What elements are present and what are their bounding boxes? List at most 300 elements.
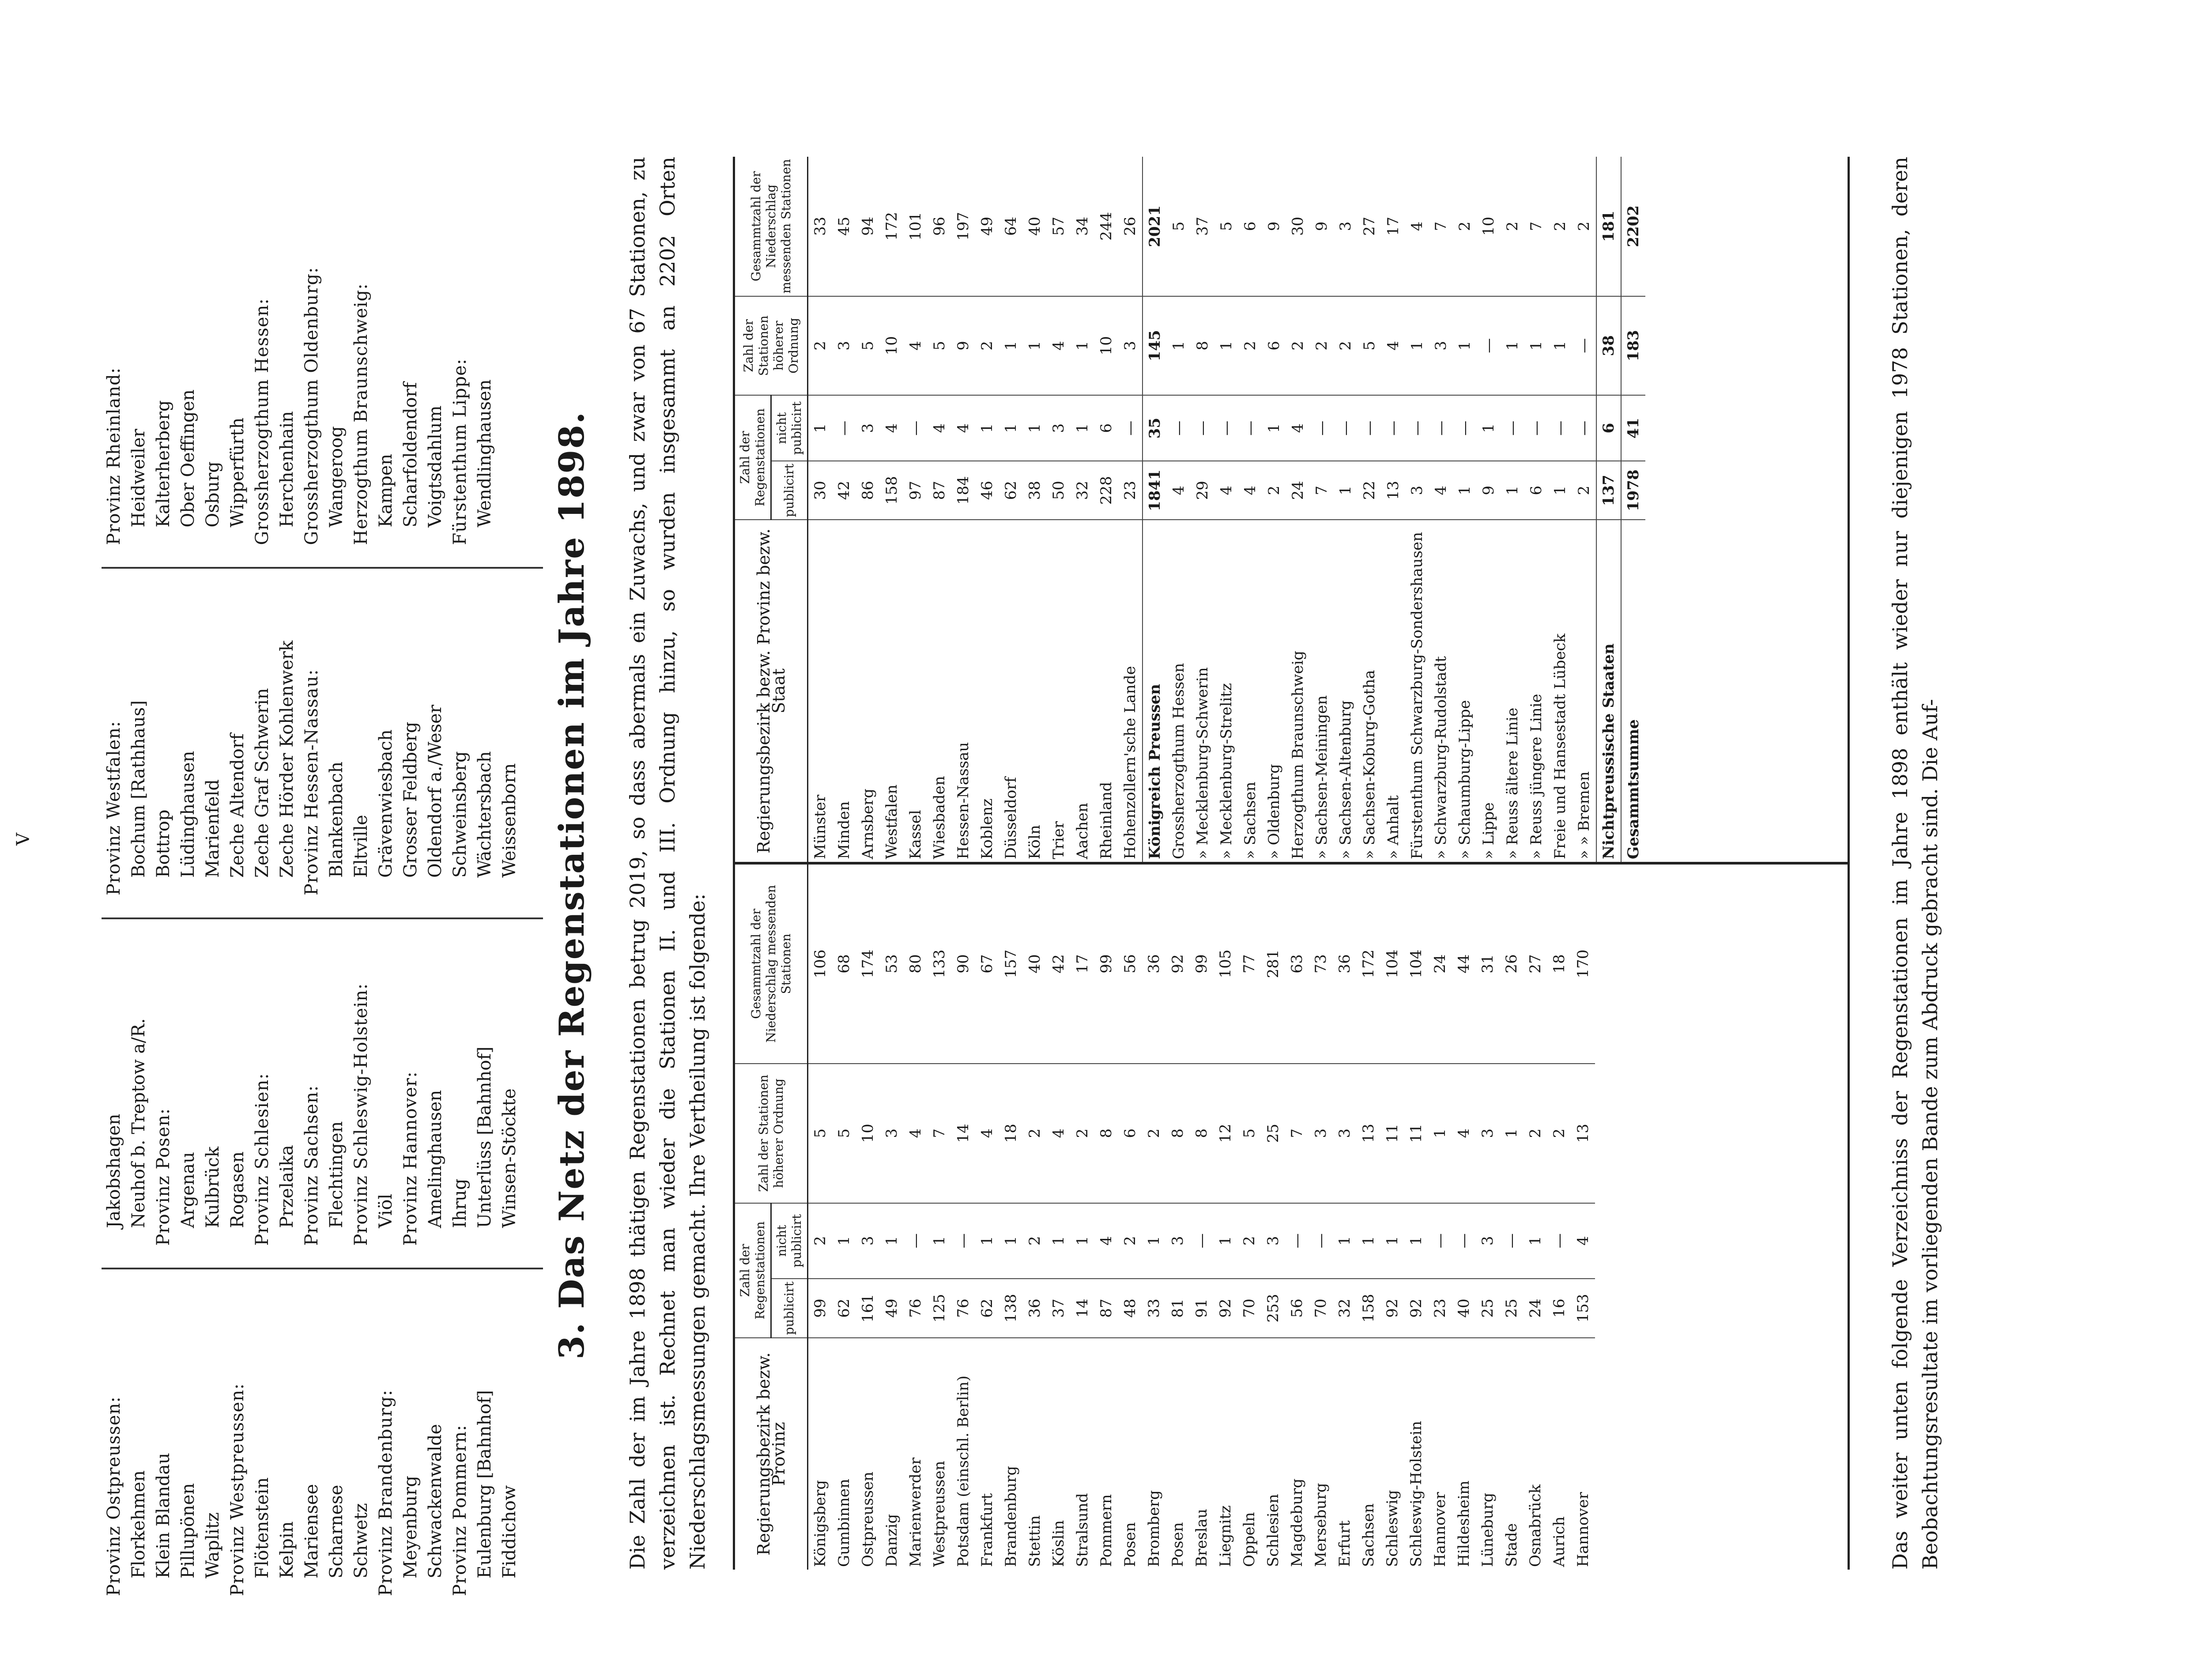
value-cell: 3	[880, 1064, 904, 1203]
value-cell: —	[1429, 395, 1453, 461]
value-cell: —	[1214, 395, 1238, 461]
value-cell: 73	[1309, 865, 1333, 1064]
region-name-cell: Düsseldorf	[1002, 777, 1020, 859]
region-name-cell: Westfalen	[883, 784, 901, 859]
table-row	[1118, 865, 1142, 1570]
value-cell: 4	[904, 296, 928, 395]
value-cell: 145	[1143, 296, 1167, 395]
region-name-cell: » Anhalt	[1384, 795, 1402, 859]
value-cell: 228	[1094, 461, 1118, 519]
value-cell: 2202	[1621, 157, 1645, 296]
region-name-cell: Trier	[1050, 821, 1067, 859]
value-cell: 92	[1380, 1279, 1404, 1338]
station-name: Voigtsdahlum	[425, 405, 445, 528]
region-name-cell: » Sachsen	[1241, 781, 1259, 859]
station-name: Wächtersbach	[475, 751, 495, 878]
value-cell: 7	[1285, 1064, 1309, 1203]
station-name: Eltville	[351, 815, 371, 878]
value-cell: 4	[1214, 461, 1238, 519]
station-name: Kalterherberg	[153, 400, 173, 528]
value-cell: 26	[1500, 865, 1524, 1064]
value-cell: 9	[1262, 157, 1286, 296]
region-name-cell: Nichtpreussische Staaten	[1596, 520, 1621, 862]
value-cell: 4	[1429, 461, 1453, 519]
value-cell: 13	[1357, 1064, 1380, 1203]
region-name-cell: Osnabrück	[1527, 1484, 1544, 1567]
value-cell: —	[904, 395, 928, 461]
value-cell: —	[1428, 1203, 1452, 1279]
value-cell: 4	[928, 395, 951, 461]
station-name: Winsen-Stöckte	[499, 1088, 520, 1228]
station-name: Klein Blandau	[153, 1453, 173, 1578]
region-name-cell: Bromberg	[1145, 1490, 1163, 1567]
value-cell: 90	[951, 865, 975, 1064]
station-name: Flechtingen	[326, 1121, 347, 1228]
table-row	[1143, 157, 1167, 862]
value-cell: 24	[1428, 865, 1452, 1064]
station-list-column	[102, 223, 543, 563]
value-cell: 2	[1286, 296, 1310, 395]
region-name-cell: Köslin	[1050, 1520, 1067, 1567]
value-cell: 76	[904, 1279, 928, 1338]
table-row	[1453, 157, 1477, 862]
province-label: Provinz Sachsen:	[302, 1085, 322, 1246]
region-name-cell: » Reuss jüngere Linie	[1527, 694, 1545, 859]
value-cell: 67	[975, 865, 999, 1064]
table-row	[904, 865, 928, 1570]
region-name-cell: Hessen-Nassau	[954, 742, 972, 859]
table-row	[999, 157, 1023, 862]
value-cell: 49	[880, 1279, 904, 1338]
column-divider	[102, 917, 543, 919]
station-name: Viöl	[376, 1193, 396, 1228]
value-cell: 63	[1285, 865, 1309, 1064]
value-cell: 2	[975, 296, 999, 395]
station-name: Wendlinghausen	[475, 379, 495, 528]
station-name: Lüdinghausen	[178, 751, 198, 878]
value-cell: 2	[1238, 296, 1262, 395]
table-row	[832, 157, 856, 862]
table-row	[1071, 865, 1094, 1570]
station-name: Kulbrück	[203, 1146, 223, 1228]
value-cell: 38	[1023, 461, 1047, 519]
value-cell: 5	[1358, 296, 1381, 395]
region-name-cell: Stralsund	[1074, 1493, 1091, 1567]
value-cell: 64	[999, 157, 1023, 296]
table-row	[1334, 157, 1358, 862]
value-cell: 48	[1118, 1279, 1142, 1338]
header-gesammt: Gesammtzahl der Niederschlag messenden Stationen	[735, 865, 808, 1064]
header-hoeherer: Zahl der Stationen höherer Ordnung	[735, 296, 808, 395]
header-nicht-publicirt: nicht publicirt	[771, 395, 808, 461]
station-name: Kampen	[376, 453, 396, 528]
region-name-cell: Brandenburg	[1002, 1466, 1020, 1567]
value-cell: 1	[1453, 296, 1477, 395]
value-cell: 40	[1023, 865, 1047, 1064]
station-name: Amelinghausen	[425, 1090, 445, 1228]
value-cell: 158	[880, 461, 904, 519]
table-row	[1571, 865, 1595, 1570]
value-cell: 13	[1381, 461, 1405, 519]
value-cell: 97	[904, 461, 928, 519]
region-name-cell: Gumbinnen	[835, 1479, 853, 1567]
value-cell: 37	[1191, 157, 1214, 296]
value-cell: 3	[1476, 1203, 1500, 1279]
value-cell: 184	[951, 461, 975, 519]
station-name: Marienfeld	[203, 779, 223, 878]
value-cell: —	[1309, 1203, 1333, 1279]
value-cell: 13	[1571, 1064, 1595, 1203]
value-cell: 27	[1524, 865, 1547, 1064]
table-row	[1452, 865, 1476, 1570]
value-cell: 2021	[1143, 157, 1167, 296]
value-cell: —	[1381, 395, 1405, 461]
value-cell: 10	[1094, 296, 1118, 395]
table-row	[1405, 157, 1429, 862]
table-row	[832, 865, 856, 1570]
value-cell: 62	[975, 1279, 999, 1338]
station-name: Eulenburg [Bahnhof]	[475, 1390, 495, 1578]
table-row	[1547, 865, 1571, 1570]
region-name-cell: » Lippe	[1480, 802, 1497, 859]
value-cell: 5	[1214, 157, 1238, 296]
table-row	[1286, 157, 1310, 862]
province-label: Provinz Schlesien:	[252, 1073, 272, 1246]
value-cell: 3	[1476, 1064, 1500, 1203]
value-cell: 4	[1094, 1203, 1118, 1279]
value-cell: 104	[1380, 865, 1404, 1064]
value-cell: 1	[1501, 461, 1524, 519]
table-row	[999, 865, 1023, 1570]
value-cell: 40	[1023, 157, 1047, 296]
station-name: Rogasen	[227, 1151, 248, 1228]
value-cell: 1	[880, 1203, 904, 1279]
station-name: Scharfoldendorf	[400, 382, 421, 528]
region-name-cell: Schlesien	[1264, 1494, 1282, 1567]
region-name-cell: Schleswig	[1384, 1490, 1401, 1567]
table-row	[1118, 157, 1143, 862]
value-cell: 2	[1524, 1064, 1547, 1203]
province-label: Provinz Brandenburg:	[376, 1389, 396, 1596]
value-cell: 1	[1477, 395, 1501, 461]
value-cell: —	[1572, 395, 1596, 461]
left-table	[735, 865, 1595, 1570]
station-name: Bottrop	[153, 809, 173, 878]
station-name: Fiddichow	[499, 1485, 520, 1578]
value-cell: 281	[1261, 865, 1285, 1064]
value-cell: 2	[808, 296, 833, 395]
value-cell: 133	[928, 865, 951, 1064]
value-cell: 3	[1405, 461, 1429, 519]
station-name: Zeche Hörder Kohlenwerk	[277, 640, 297, 878]
table-row	[1094, 865, 1118, 1570]
region-name-cell: Schleswig-Holstein	[1407, 1421, 1425, 1567]
table-row	[1476, 865, 1500, 1570]
region-name-cell: Köln	[1026, 825, 1044, 859]
region-name-cell: Posen	[1121, 1522, 1139, 1567]
value-cell: 1	[1167, 296, 1191, 395]
value-cell: 1	[999, 1203, 1023, 1279]
value-cell: 14	[951, 1064, 975, 1203]
station-name: Scharnese	[326, 1484, 347, 1578]
table-row	[1023, 157, 1047, 862]
region-name-cell: Posen	[1169, 1522, 1187, 1567]
station-name: Bochum [Rathhaus]	[128, 700, 149, 878]
table-row	[1596, 157, 1621, 862]
value-cell: 244	[1094, 157, 1118, 296]
value-cell: 87	[1094, 1279, 1118, 1338]
value-cell: 2	[1548, 157, 1572, 296]
table-row	[1333, 865, 1357, 1570]
value-cell: —	[1334, 395, 1358, 461]
value-cell: 30	[808, 461, 833, 519]
station-name: Jakobshagen	[104, 1114, 124, 1228]
value-cell: 137	[1596, 461, 1621, 519]
value-cell: 1	[1214, 1203, 1237, 1279]
station-name: Przelaika	[277, 1145, 297, 1228]
header-region: Regierungsbezirk bezw. Provinz bezw. Staat	[735, 520, 808, 862]
region-name-cell: » Reuss ältere Linie	[1504, 707, 1521, 859]
table-row	[880, 865, 904, 1570]
table-row	[808, 157, 833, 862]
value-cell: 9	[1310, 157, 1334, 296]
footer-paragraph: Das weiter unten folgende Verzeichniss der Regenstationen im Jahre 1898 enthält wieder nur diejenigen 1978 Stationen, deren Beobachtungsresultate im vorliegenden Bande zum Abdruck gebracht sind. Die Auf-	[1888, 157, 1942, 1570]
value-cell: 16	[1547, 1279, 1571, 1338]
value-cell: 94	[856, 157, 880, 296]
value-cell: 22	[1358, 461, 1381, 519]
region-name-cell: Hohenzollern'sche Lande	[1121, 666, 1139, 859]
value-cell: 37	[1047, 1279, 1071, 1338]
value-cell: 1	[1501, 296, 1524, 395]
column-divider	[102, 567, 543, 569]
value-cell: —	[1572, 296, 1596, 395]
table-row	[1524, 865, 1547, 1570]
province-label: Grossherzogthum Oldenburg:	[302, 267, 322, 545]
region-name-cell: Minden	[835, 801, 853, 859]
table-row	[1071, 157, 1094, 862]
value-cell: 1	[1524, 296, 1548, 395]
value-cell: 36	[1023, 1279, 1047, 1338]
value-cell: 3	[1166, 1203, 1190, 1279]
value-cell: 34	[1071, 157, 1094, 296]
value-cell: 92	[1404, 1279, 1428, 1338]
value-cell: 1	[1500, 1064, 1524, 1203]
table-row	[1621, 157, 1645, 862]
header-publicirt: publicirt	[771, 461, 808, 519]
value-cell: 24	[1286, 461, 1310, 519]
station-name: Grävenwiesbach	[376, 729, 396, 878]
value-cell: 4	[1381, 296, 1405, 395]
page-number: V	[13, 833, 34, 846]
province-label: Provinz Hannover:	[400, 1071, 421, 1246]
value-cell: 30	[1286, 157, 1310, 296]
value-cell: 1	[808, 395, 833, 461]
value-cell: 27	[1358, 157, 1381, 296]
value-cell: 11	[1404, 1064, 1428, 1203]
table-row	[1166, 865, 1190, 1570]
value-cell: 4	[1047, 1064, 1071, 1203]
value-cell: 31	[1476, 865, 1500, 1064]
region-name-cell: » Sachsen-Meiningen	[1313, 695, 1331, 859]
province-label: Herzogthum Braunschweig:	[351, 283, 371, 545]
value-cell: 172	[1357, 865, 1380, 1064]
value-cell: 92	[1166, 865, 1190, 1064]
value-cell: 1	[1047, 1203, 1071, 1279]
value-cell: 253	[1261, 1279, 1285, 1338]
province-label: Provinz Westpreussen:	[227, 1383, 248, 1596]
region-name-cell: Breslau	[1193, 1509, 1211, 1567]
table-row	[1047, 157, 1071, 862]
value-cell: 3	[1047, 395, 1071, 461]
value-cell: 2	[1023, 1064, 1047, 1203]
table-row	[1047, 865, 1071, 1570]
station-name: Argenau	[178, 1151, 198, 1228]
table-row	[856, 157, 880, 862]
value-cell: —	[1547, 1203, 1571, 1279]
value-cell: 12	[1214, 1064, 1237, 1203]
value-cell: 10	[1477, 157, 1501, 296]
table-row	[1214, 157, 1238, 862]
table-divider	[733, 862, 1850, 865]
value-cell: 23	[1428, 1279, 1452, 1338]
value-cell: 2	[1237, 1203, 1261, 1279]
table-row	[1500, 865, 1524, 1570]
table-row	[1023, 865, 1047, 1570]
region-name-cell: Rheinland	[1097, 781, 1115, 859]
value-cell: 99	[808, 1279, 833, 1338]
value-cell: 8	[1190, 1064, 1214, 1203]
value-cell: 1	[975, 395, 999, 461]
value-cell: 2	[1023, 1203, 1047, 1279]
table-row	[1094, 157, 1118, 862]
table-row	[1429, 157, 1453, 862]
value-cell: 4	[1571, 1203, 1595, 1279]
value-cell: 2	[1118, 1203, 1142, 1279]
value-cell: 1	[1548, 296, 1572, 395]
value-cell: —	[1118, 395, 1143, 461]
value-cell: 1	[1334, 461, 1358, 519]
value-cell: 45	[832, 157, 856, 296]
station-name: Heidweiler	[128, 429, 149, 528]
region-name-cell: » Mecklenburg-Strelitz	[1218, 683, 1235, 859]
region-name-cell: » Sachsen-Altenburg	[1337, 700, 1354, 859]
station-lists	[102, 223, 543, 1614]
region-name-cell: » Mecklenburg-Schwerin	[1194, 667, 1211, 859]
table-row	[1501, 157, 1524, 862]
table-row	[1167, 157, 1191, 862]
value-cell: —	[1310, 395, 1334, 461]
station-name: Weissenborn	[499, 763, 520, 878]
value-cell: 1	[1357, 1203, 1380, 1279]
value-cell: —	[1477, 296, 1501, 395]
table-row	[1261, 865, 1285, 1570]
table-row	[951, 157, 975, 862]
value-cell: 3	[856, 395, 880, 461]
value-cell: 172	[880, 157, 904, 296]
value-cell: 1	[1380, 1203, 1404, 1279]
value-cell: 4	[951, 395, 975, 461]
table-row	[1285, 865, 1309, 1570]
value-cell: 7	[1524, 157, 1548, 296]
value-cell: 57	[1047, 157, 1071, 296]
value-cell: —	[1358, 395, 1381, 461]
header-hoeherer: Zahl der Stationen höherer Ordnung	[735, 1064, 808, 1203]
table-row	[1262, 157, 1286, 862]
value-cell: 99	[1094, 865, 1118, 1064]
region-name-cell: Aachen	[1074, 803, 1091, 859]
station-name: Meyenburg	[400, 1476, 421, 1578]
value-cell: 181	[1596, 157, 1621, 296]
value-cell: —	[1285, 1203, 1309, 1279]
value-cell: 5	[808, 1064, 833, 1203]
value-cell: 53	[880, 865, 904, 1064]
table-row	[1309, 865, 1333, 1570]
table-row	[1404, 865, 1428, 1570]
table-row	[1381, 157, 1405, 862]
value-cell: 170	[1571, 865, 1595, 1064]
value-cell: 46	[975, 461, 999, 519]
station-name: Florkehmen	[128, 1470, 149, 1578]
region-name-cell: Ostpreussen	[859, 1472, 877, 1567]
table-row	[904, 157, 928, 862]
value-cell: 86	[856, 461, 880, 519]
station-name: Zeche Graf Schwerin	[252, 688, 272, 878]
value-cell: 25	[1500, 1279, 1524, 1338]
region-name-cell: Herzogthum Braunschweig	[1289, 650, 1307, 859]
region-name-cell: Kassel	[907, 810, 924, 859]
region-name-cell: » Sachsen-Koburg-Gotha	[1361, 670, 1378, 859]
value-cell: 36	[1142, 865, 1166, 1064]
table-row	[975, 865, 999, 1570]
value-cell: 11	[1380, 1064, 1404, 1203]
station-name: Wipperfürth	[227, 417, 248, 528]
station-name: Ober Oeffingen	[178, 389, 198, 528]
value-cell: 32	[1333, 1279, 1357, 1338]
value-cell: 4	[1238, 461, 1262, 519]
station-name: Schwetz	[351, 1503, 371, 1578]
station-list-column	[102, 1274, 543, 1614]
table-row	[1191, 157, 1214, 862]
value-cell: 32	[1071, 461, 1094, 519]
value-cell: 1	[1071, 395, 1094, 461]
region-name-cell: Wiesbaden	[931, 776, 948, 859]
value-cell: 56	[1285, 1279, 1309, 1338]
value-cell: 1	[999, 395, 1023, 461]
value-cell: 49	[975, 157, 999, 296]
value-cell: 5	[1237, 1064, 1261, 1203]
value-cell: 68	[832, 865, 856, 1064]
region-name-cell: Freie und Hansestadt Lübeck	[1551, 633, 1569, 859]
intro-paragraph: Die Zahl der im Jahre 1898 thätigen Regenstationen betrug 2019, so dass abermals ein Zuwachs, und zwar von 67 Stationen, zu verzeichnen ist. Rechnet man wieder die Stationen II. und III. Ordnung hinzu, so wurden insgesammt an 2202 Orten Niederschlagsmessungen gemacht. Ihre Vertheilung ist folgende:	[626, 157, 709, 1570]
value-cell: 197	[951, 157, 975, 296]
value-cell: 1	[1428, 1064, 1452, 1203]
value-cell: —	[1501, 395, 1524, 461]
header-zahl: Zahl der Regenstationen	[735, 395, 771, 520]
region-name-cell: Oppeln	[1241, 1512, 1258, 1567]
value-cell: 104	[1404, 865, 1428, 1064]
station-name: Flötenstein	[252, 1477, 272, 1578]
value-cell: 1	[1453, 461, 1477, 519]
value-cell: 6	[1118, 1064, 1142, 1203]
station-name: Neuhof b. Treptow a/R.	[128, 1018, 149, 1228]
station-name: Ihrug	[450, 1178, 470, 1228]
value-cell: 56	[1118, 865, 1142, 1064]
table-row	[975, 157, 999, 862]
region-name-cell: Potsdam (einschl. Berlin)	[954, 1375, 972, 1567]
station-name: Blankenbach	[326, 761, 347, 878]
value-cell: 2	[1501, 157, 1524, 296]
value-cell: 9	[1477, 461, 1501, 519]
